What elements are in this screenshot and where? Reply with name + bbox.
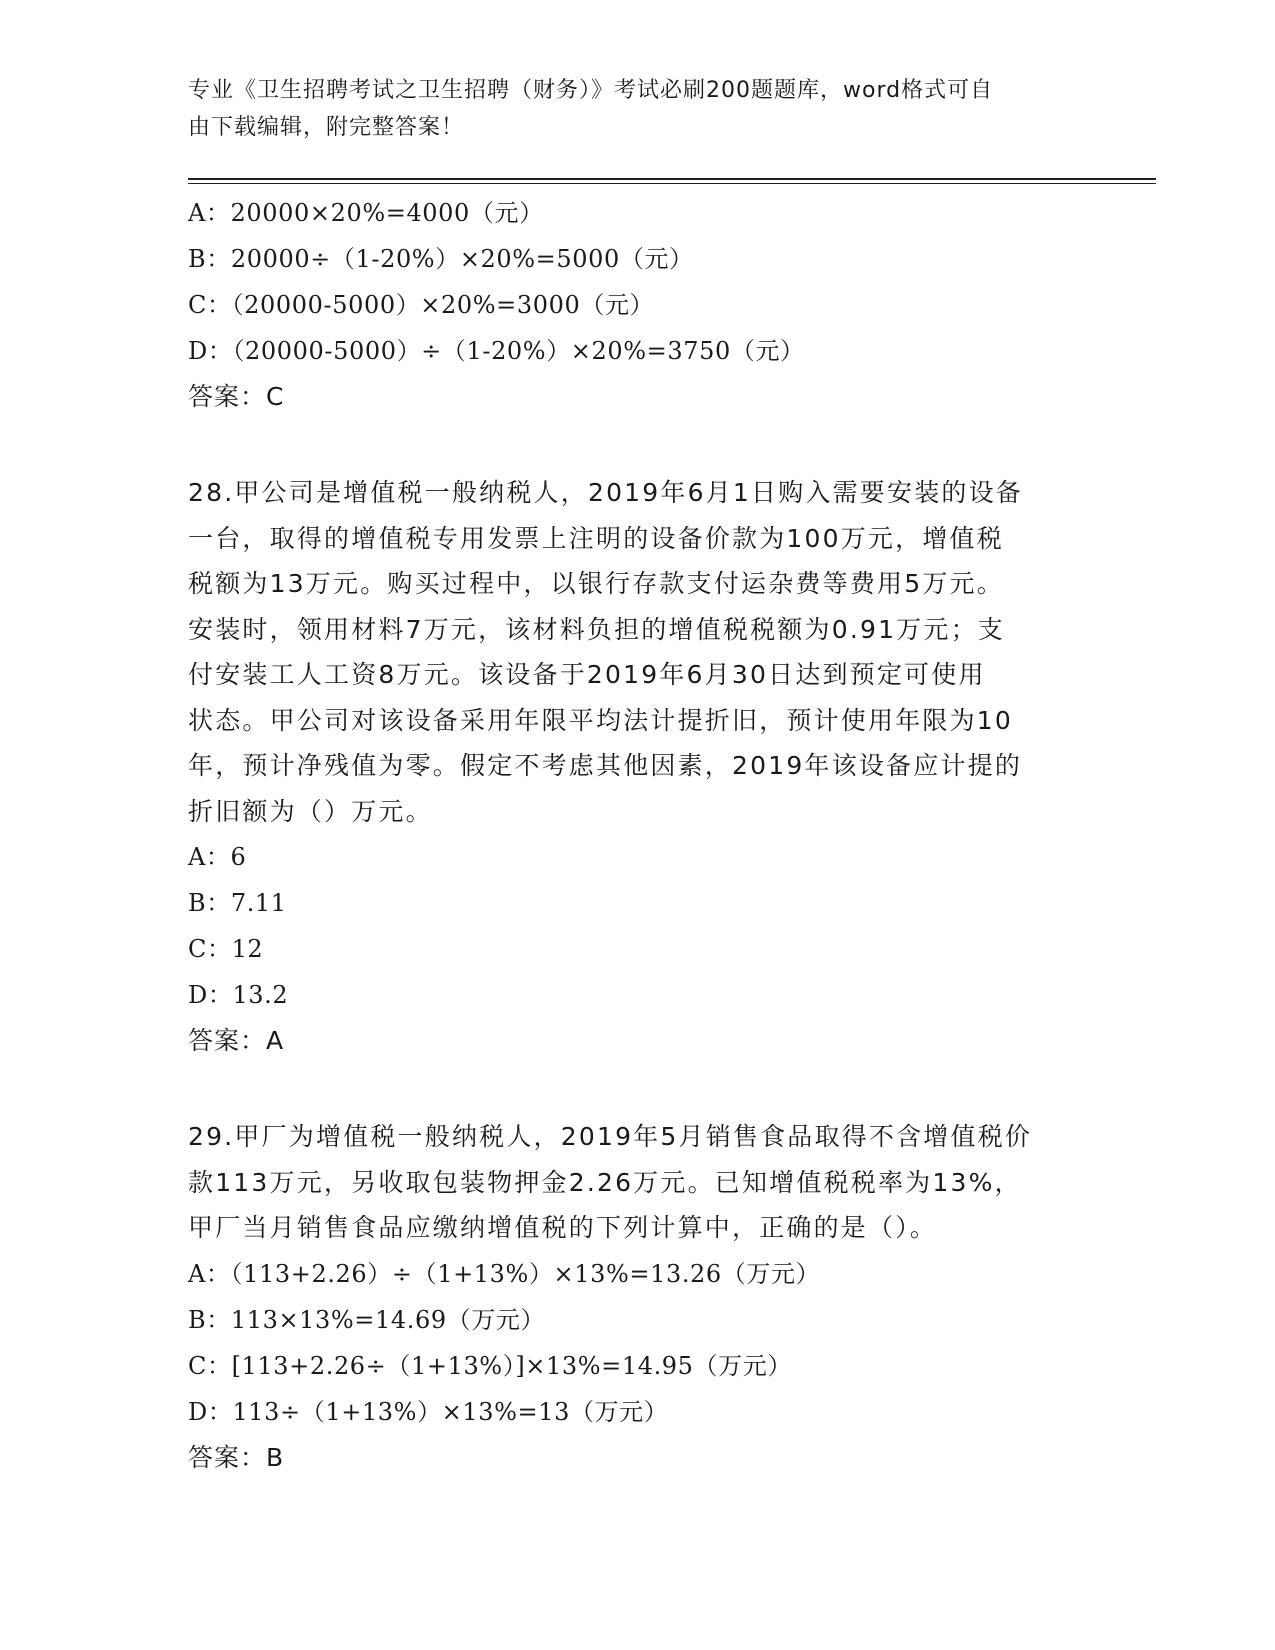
q29-stem-line: 甲厂当月销售食品应缴纳增值税的下列计算中，正确的是（）。 xyxy=(188,1213,938,1242)
document-header xyxy=(188,72,1068,146)
q28-option-d: D：13.2 xyxy=(188,981,289,1009)
q28-stem-line: 税额为13万元。购买过程中，以银行存款支付运杂费等费用5万元。 xyxy=(188,569,1004,598)
q29-option-d: D：113÷（1+13%）×13%=13（万元） xyxy=(188,1397,669,1426)
q29-stem-line: 款113万元，另收取包装物押金2.26万元。已知增值税税率为13%， xyxy=(188,1167,1022,1197)
q29-stem-line: 29.甲厂为增值税一般纳税人，2019年5月销售食品取得不含增值税价 xyxy=(188,1122,1033,1151)
q29-option-a: A：（113+2.26）÷（1+13%）×13%=13.26（万元） xyxy=(188,1259,821,1288)
q27-option-d: D：（20000-5000）÷（1-20%）×20%=3750（元） xyxy=(188,337,805,365)
q28-stem-line: 状态。甲公司对该设备采用年限平均法计提折旧，预计使用年限为10 xyxy=(188,705,1014,735)
q28-stem-line: 年，预计净残值为零。假定不考虑其他因素，2019年该设备应计提的 xyxy=(188,751,1023,780)
q28-option-a: A：6 xyxy=(188,843,247,871)
q29-answer: 答案：B xyxy=(188,1442,285,1472)
header-divider-thin xyxy=(188,183,1156,184)
q28-stem xyxy=(188,470,1088,834)
q28-stem-line: 28.甲公司是增值税一般纳税人，2019年6月1日购入需要安装的设备 xyxy=(188,478,1023,507)
q28-option-c: C：12 xyxy=(188,935,264,963)
q28-stem-line: 折旧额为（）万元。 xyxy=(188,796,433,826)
question-29 xyxy=(188,1114,1088,1481)
q28-option-b: B：7.11 xyxy=(188,889,287,917)
document-body xyxy=(188,190,1088,1481)
q27-option-c: C：（20000-5000）×20%=3000（元） xyxy=(188,291,655,319)
question-28 xyxy=(188,470,1088,1064)
q29-option-c: C：[113+2.26÷（1+13%）]×13%=14.95（万元） xyxy=(188,1351,792,1380)
q27-option-b: B：20000÷（1-20%）×20%=5000（元） xyxy=(188,245,694,273)
question-27 xyxy=(188,190,1088,420)
header-divider-thick xyxy=(188,178,1156,180)
header-line-1: 专业《卫生招聘考试之卫生招聘（财务）》考试必刷200题题库，word格式可自 xyxy=(188,78,994,103)
q27-option-a: A：20000×20%=4000（元） xyxy=(188,199,544,227)
q28-stem-line: 一台，取得的增值税专用发票上注明的设备价款为100万元，增值税 xyxy=(188,523,1004,553)
header-line-2: 由下载编辑，附完整答案！ xyxy=(188,115,465,140)
q27-answer: 答案：C xyxy=(188,382,285,411)
q28-stem-line: 安装时，领用材料7万元，该材料负担的增值税税额为0.91万元；支 xyxy=(188,614,1005,644)
q29-option-b: B：113×13%=14.69（万元） xyxy=(188,1305,546,1334)
q29-stem xyxy=(188,1114,1088,1251)
q28-answer: 答案：A xyxy=(188,1026,285,1055)
q28-stem-line: 付安装工人工资8万元。该设备于2019年6月30日达到预定可使用 xyxy=(188,660,986,689)
